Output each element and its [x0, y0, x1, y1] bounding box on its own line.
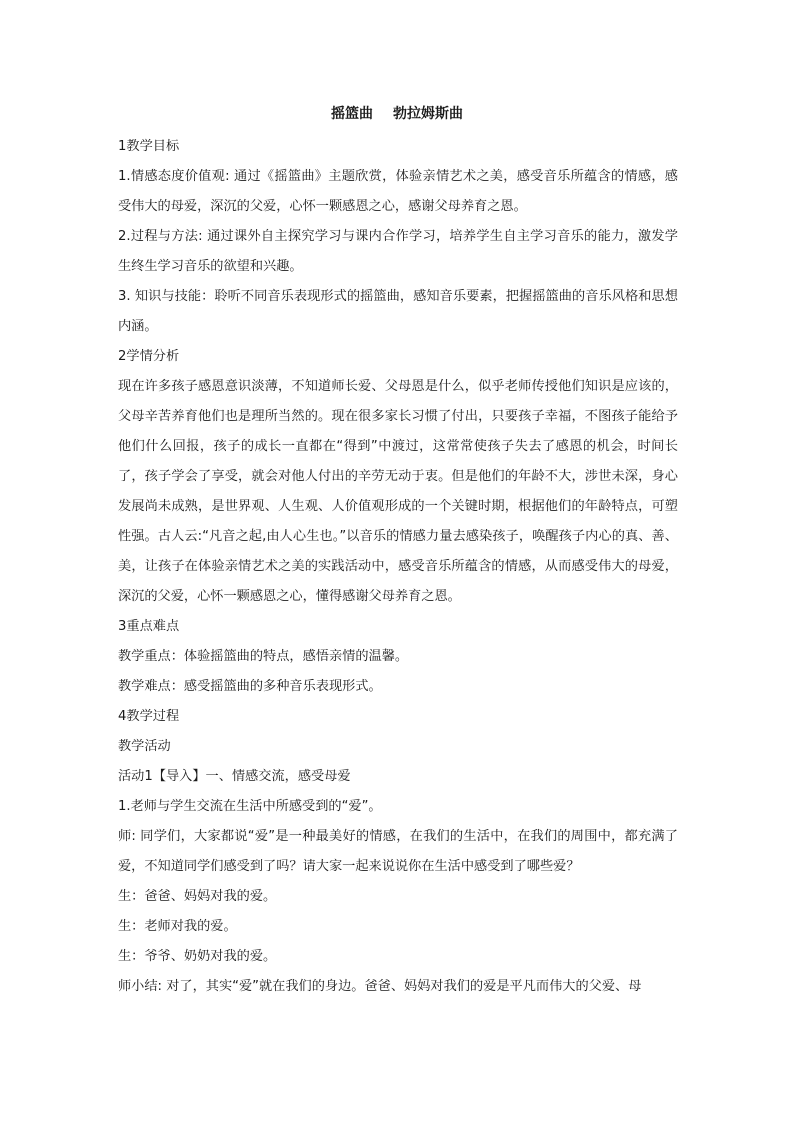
document-title	[0, 104, 794, 124]
document-body	[118, 132, 678, 1002]
title-author: 勃拉姆斯曲	[393, 106, 463, 122]
section-heading-analysis: 2学情分析	[118, 349, 180, 364]
paragraph-teacher-summary: 师小结: 对了，其实“爱”就在我们的身边。爸爸、妈妈对我们的爱是平凡而伟大的父爱、母	[118, 979, 642, 994]
paragraph-activity-1: 活动1【导入】一、情感交流，感受母爱	[118, 769, 351, 784]
section-heading-objectives: 1教学目标	[118, 139, 180, 154]
paragraph-difficulty: 教学难点：感受摇篮曲的多种音乐表现形式。	[118, 679, 382, 694]
paragraph-skill-goal: 3. 知识与技能：聆听不同音乐表现形式的摇篮曲，感知音乐要素，把握摇篮曲的音乐风格和思想内涵。	[118, 289, 678, 334]
paragraph-student-answer-3: 生：爷爷、奶奶对我的爱。	[118, 949, 277, 964]
section-heading-key-points: 3重点难点	[118, 619, 180, 634]
paragraph-student-answer-1: 生：爸爸、妈妈对我的爱。	[118, 889, 277, 904]
paragraph-analysis: 现在许多孩子感恩意识淡薄，不知道师长爱、父母恩是什么，似乎老师传授他们知识是应该的，父母辛苦养育他们也是理所当然的。现在很多家长习惯了付出，只要孩子幸福，不图孩子能给予他们什么回报，孩子的成长一直都在“得到”中渡过，这常常使孩子失去了感恩的机会，时间长了，孩子学会了享受，就会对他人付出的辛劳无动于衷。但是他们的年龄不大，涉世未深，身心发展尚未成熟，是世界观、人生观、人价值观形成的一个关键时期，根据他们的年龄特点，可塑性强。古人云:“凡音之起,由人心生也。”以音乐的情感力量去感染孩子，唤醒孩子内心的真、善、美，让孩子在体验亲情艺术之美的实践活动中，感受音乐所蕴含的情感，从而感受伟大的母爱，深沉的父爱，心怀一颗感恩之心，懂得感谢父母养育之恩。	[118, 379, 678, 604]
paragraph-emotion-goal: 1.情感态度价值观: 通过《摇篮曲》主题欣赏，体验亲情艺术之美，感受音乐所蕴含的情感，感受伟大的母爱，深沉的父爱，心怀一颗感恩之心，感谢父母养育之恩。	[118, 169, 678, 214]
paragraph-process-goal: 2.过程与方法: 通过课外自主探究学习与课内合作学习，培养学生自主学习音乐的能力，激发学生终生学习音乐的欲望和兴趣。	[118, 229, 678, 274]
paragraph-step-1: 1.老师与学生交流在生活中所感受到的“爱”。	[118, 799, 382, 814]
title-main: 摇篮曲	[331, 106, 373, 122]
paragraph-key-point: 教学重点：体验摇篮曲的特点，感悟亲情的温馨。	[118, 649, 409, 664]
paragraph-student-answer-2: 生：老师对我的爱。	[118, 919, 237, 934]
paragraph-activities-label: 教学活动	[118, 739, 171, 754]
paragraph-teacher-question: 师: 同学们，大家都说“爱”是一种最美好的情感，在我们的生活中，在我们的周围中，都充满了爱，不知道同学们感受到了吗？请大家一起来说说你在生活中感受到了哪些爱？	[118, 829, 678, 874]
section-heading-process: 4教学过程	[118, 709, 180, 724]
